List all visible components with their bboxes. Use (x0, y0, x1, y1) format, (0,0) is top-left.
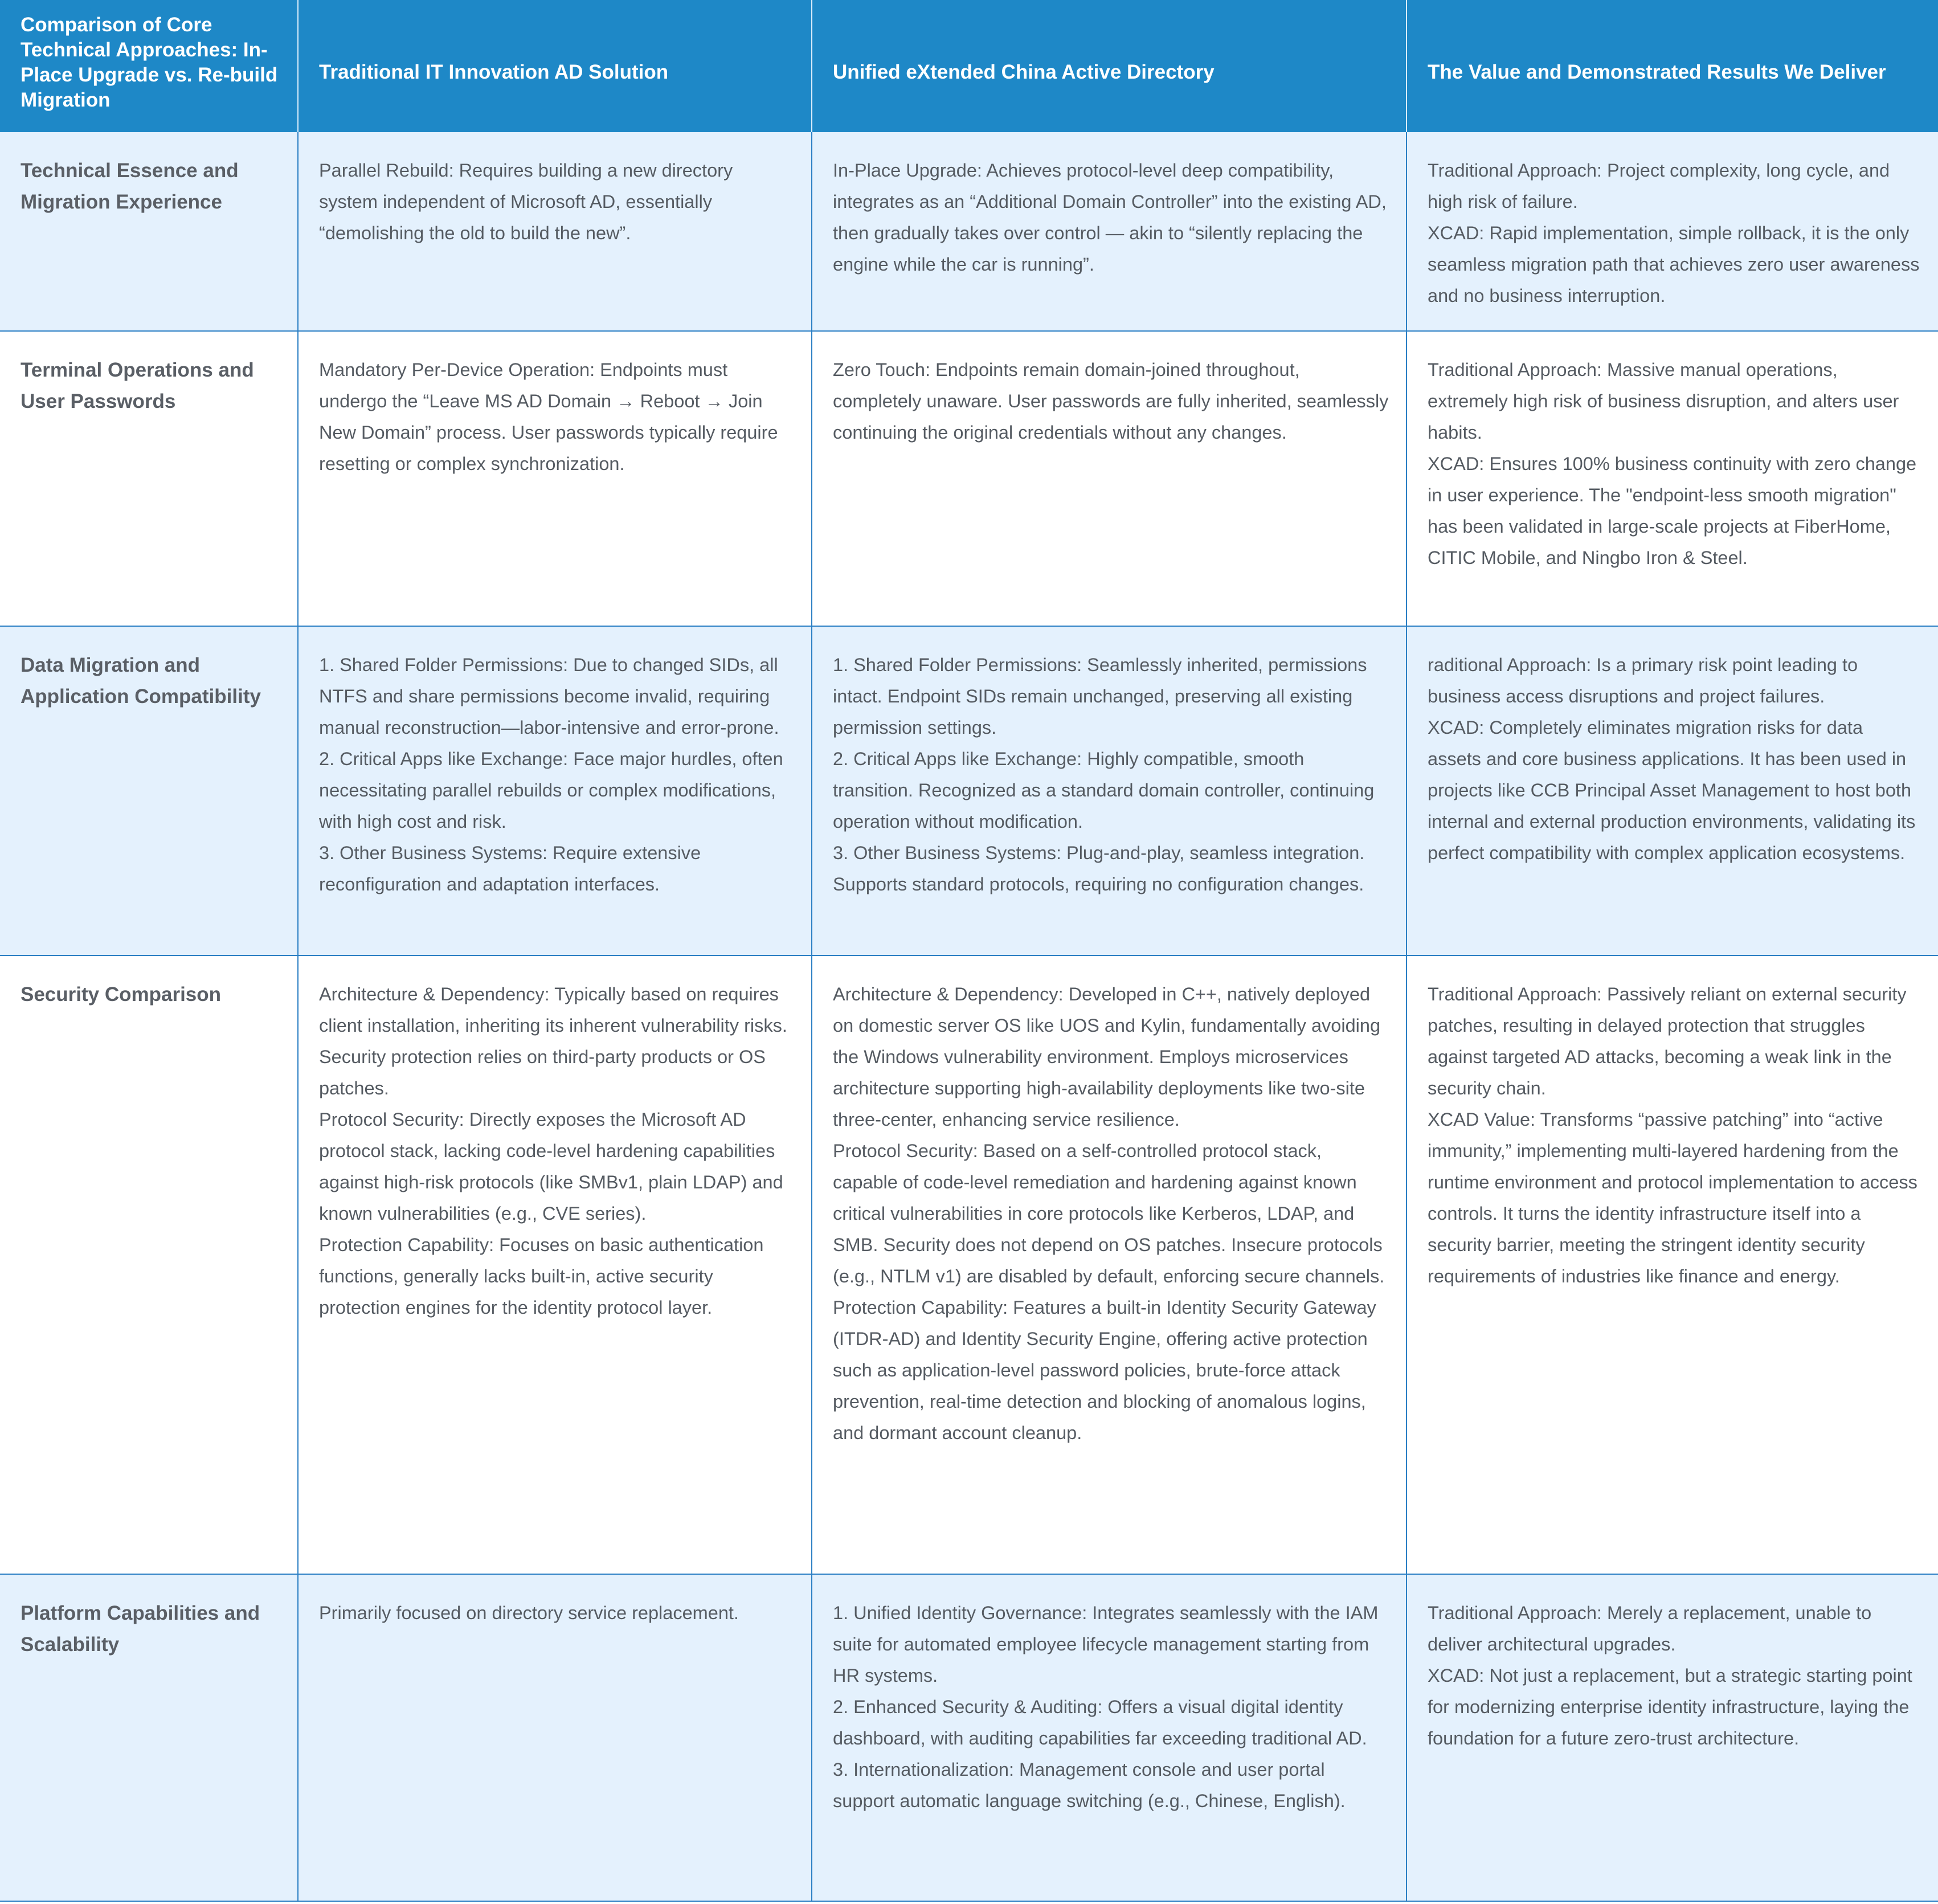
header-value (1407, 0, 1938, 132)
text-line: XCAD: Ensures 100% business continuity with zero change in user experience. The "endpoint-less smooth migration" has been validated in large-scale projects at FiberHome, CITIC Mobile, and Ningbo Iron & Steel. (1428, 453, 1917, 568)
cell-value-security (1407, 956, 1938, 1575)
row-label-terminal-operations: Terminal Operations and User Passwords (0, 332, 299, 627)
header-xcad (812, 0, 1407, 132)
row-label-platform-capabilities: Platform Capabilities and Scalability (0, 1575, 299, 1902)
text-line: 3. Internationalization: Management console and user portal support automatic language switching (e.g., Chinese, English). (833, 1759, 1346, 1811)
text-line: Traditional Approach: Project complexity, long cycle, and high risk of failure. (1428, 160, 1890, 212)
text-line: Zero Touch: Endpoints remain domain-joined throughout, completely unaware. User passwords are fully inherited, seamlessly continuing the original credentials without any changes. (833, 359, 1389, 443)
text-line: Mandatory Per-Device Operation: Endpoints must undergo the “Leave MS AD Domain → Reboot → Join New Domain” process. User passwords typically require resetting or complex synchronization. (319, 359, 778, 474)
text-line: Traditional Approach: Passively reliant on external security patches, resulting in delayed protection that struggles against targeted AD attacks, becoming a weak link in the security chain. (1428, 984, 1907, 1098)
text-line: Parallel Rebuild: Requires building a new directory system independent of Microsoft AD, essentially “demolishing the old to build the new”. (319, 160, 733, 243)
cell-value-terminal-operations (1407, 332, 1938, 627)
row-label-technical-essence: Technical Essence and Migration Experience (0, 132, 299, 332)
header-traditional-label: Traditional IT Innovation AD Solution (319, 60, 669, 83)
text-line: Protection Capability: Focuses on basic authentication functions, generally lacks built-in, active security protection engines for the identity protocol layer. (319, 1235, 764, 1318)
text-line: Traditional Approach: Merely a replacement, unable to deliver architectural upgrades. (1428, 1603, 1872, 1654)
text-line: 2. Critical Apps like Exchange: Highly compatible, smooth transition. Recognized as a standard domain controller, continuing operation without modification. (833, 749, 1375, 832)
cell-traditional-technical-essence (299, 132, 812, 332)
text-line: 2. Critical Apps like Exchange: Face major hurdles, often necessitating parallel rebuilds or complex modifications, with high cost and risk. (319, 749, 783, 832)
cell-traditional-platform (299, 1575, 812, 1902)
text-line: Protocol Security: Directly exposes the Microsoft AD protocol stack, lacking code-level hardening capabilities against high-risk protocols (like SMBv1, plain LDAP) and known vulnerabilities (e.g., CVE series). (319, 1109, 783, 1224)
text-line: 1. Unified Identity Governance: Integrates seamlessly with the IAM suite for automated employee lifecycle management starting from HR systems. (833, 1603, 1379, 1686)
text-line: In-Place Upgrade: Achieves protocol-level deep compatibility, integrates as an “Additional Domain Controller” into the existing AD, then gradually takes over control — akin to “silently replacing the engine while the car is running”. (833, 160, 1387, 275)
text-line: Protocol Security: Based on a self-controlled protocol stack, capable of code-level remediation and hardening against known critical vulnerabilities in core protocols like Kerberos, LDAP, and SMB. Security does not depend on OS patches. Insecure protocols (e.g., NTLM v1) are disabled by default, enforcing secure channels. (833, 1141, 1385, 1286)
header-traditional (299, 0, 812, 132)
text-line: raditional Approach: Is a primary risk point leading to business access disruptions and project failures. (1428, 655, 1858, 706)
text-line: XCAD: Rapid implementation, simple rollback, it is the only seamless migration path that achieves zero user awareness and no business interruption. (1428, 223, 1920, 306)
text-line: 2. Enhanced Security & Auditing: Offers a visual digital identity dashboard, with auditing capabilities far exceeding traditional AD. (833, 1697, 1367, 1748)
text-line: Primarily focused on directory service replacement. (319, 1603, 739, 1623)
text-line: XCAD: Completely eliminates migration risks for data assets and core business applications. It has been used in projects like CCB Principal Asset Management to host both internal and external production environments, validating its perfect compatibility with complex application ecosystems. (1428, 717, 1916, 863)
cell-xcad-terminal-operations (812, 332, 1407, 627)
cell-value-data-migration (1407, 627, 1938, 956)
cell-xcad-technical-essence (812, 132, 1407, 332)
cell-xcad-data-migration (812, 627, 1407, 956)
text-line: XCAD Value: Transforms “passive patching” into “active immunity,” implementing multi-layered hardening from the runtime environment and protocol implementation to access controls. It turns the identity infrastructure itself into a security barrier, meeting the stringent identity security requirements of industries like finance and energy. (1428, 1109, 1917, 1286)
text-line: Architecture & Dependency: Typically based on requires client installation, inheriting its inherent vulnerability risks. Security protection relies on third-party products or OS patches. (319, 984, 787, 1098)
header-comparison-label: Comparison of Core Technical Approaches: In-Place Upgrade vs. Re-build Migration (21, 14, 278, 111)
text-line: Architecture & Dependency: Developed in C++, natively deployed on domestic server OS like UOS and Kylin, fundamentally avoiding the Windows vulnerability environment. Employs microservices architecture supporting high-availability deployments like two-site three-center, enhancing service resilience. (833, 984, 1381, 1130)
row-label-data-migration: Data Migration and Application Compatibility (0, 627, 299, 956)
text-line: 3. Other Business Systems: Plug-and-play, seamless integration. Supports standard protocols, requiring no configuration changes. (833, 843, 1365, 894)
cell-traditional-terminal-operations (299, 332, 812, 627)
header-comparison (0, 0, 299, 132)
cell-xcad-security (812, 956, 1407, 1575)
text-line: Protection Capability: Features a built-in Identity Security Gateway (ITDR-AD) and Identity Security Engine, offering active protection such as application-level password policies, brute-force attack prevention, real-time detection and blocking of anomalous logins, and dormant account cleanup. (833, 1297, 1376, 1443)
row-label-security-comparison: Security Comparison (0, 956, 299, 1575)
cell-value-platform (1407, 1575, 1938, 1902)
cell-xcad-platform (812, 1575, 1407, 1902)
text-line: 1. Shared Folder Permissions: Due to changed SIDs, all NTFS and share permissions become invalid, requiring manual reconstruction—labor-intensive and error-prone. (319, 655, 779, 738)
cell-traditional-data-migration (299, 627, 812, 956)
text-line: 3. Other Business Systems: Require extensive reconfiguration and adaptation interfaces. (319, 843, 701, 894)
cell-value-technical-essence (1407, 132, 1938, 332)
header-value-label: The Value and Demonstrated Results We Deliver (1428, 60, 1886, 83)
text-line: XCAD: Not just a replacement, but a strategic starting point for modernizing enterprise identity infrastructure, laying the foundation for a future zero-trust architecture. (1428, 1665, 1912, 1748)
text-line: Traditional Approach: Massive manual operations, extremely high risk of business disruption, and alters user habits. (1428, 359, 1899, 443)
header-xcad-label: Unified eXtended China Active Directory (833, 60, 1215, 83)
cell-traditional-security (299, 956, 812, 1575)
text-line: 1. Shared Folder Permissions: Seamlessly inherited, permissions intact. Endpoint SIDs remain unchanged, preserving all existing permission settings. (833, 655, 1367, 738)
